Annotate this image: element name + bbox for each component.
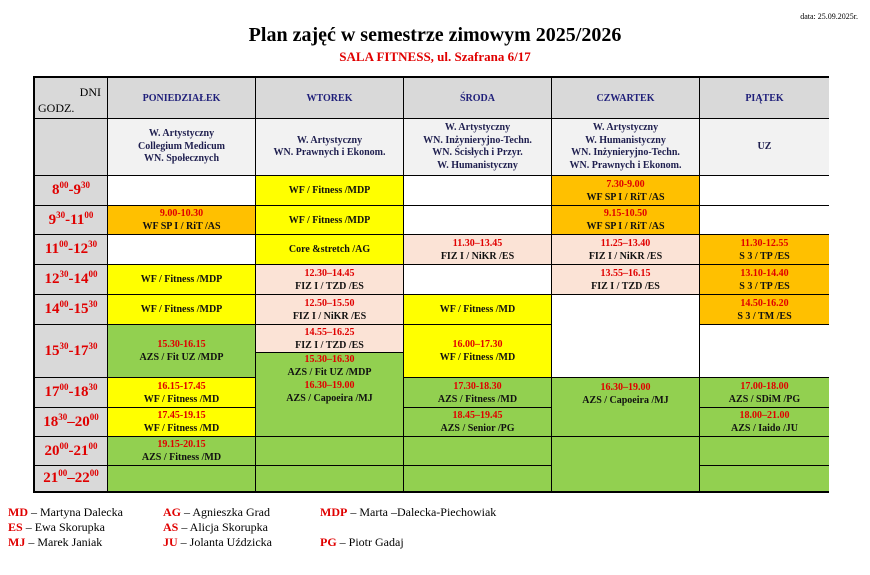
text: AZS / Fitness /MD xyxy=(141,452,222,463)
legend-item xyxy=(8,520,123,535)
text xyxy=(44,299,98,317)
text: 00 xyxy=(59,382,69,392)
text: - xyxy=(68,182,74,198)
class-time: 13.55–16.15 xyxy=(600,267,651,279)
faculties-tuesday xyxy=(256,119,404,176)
class-entry xyxy=(108,437,256,466)
instructor-code: MDP xyxy=(320,505,348,519)
text: 18 xyxy=(43,413,59,430)
class-time: 17.00-18.00 xyxy=(740,380,789,392)
text: 30 xyxy=(58,411,68,422)
text: AZS / Fitness /MD xyxy=(437,393,518,405)
class-entry xyxy=(552,378,700,437)
class-time: 17.30-18.30 xyxy=(453,380,502,392)
days-label: DNI xyxy=(79,85,101,99)
class-entry xyxy=(256,325,404,353)
class-entry xyxy=(256,235,404,265)
text: 00 xyxy=(59,299,69,309)
text: - xyxy=(65,211,71,228)
text: 8 xyxy=(52,182,60,198)
instructor-code: ES xyxy=(8,520,23,534)
text: – Jolanta Uździcka xyxy=(177,535,272,549)
text: 30 xyxy=(88,340,98,351)
legend-item xyxy=(163,520,272,535)
document-date: data: 25.09.2025r. xyxy=(800,12,858,21)
faculty: W. Humanistyczny xyxy=(585,134,666,146)
class-time: 19.15-20.15 xyxy=(157,439,206,450)
text: 30 xyxy=(88,299,98,309)
empty-slot xyxy=(256,466,404,491)
hours-label: GODZ. xyxy=(38,101,75,115)
empty-slot xyxy=(108,176,256,206)
empty-slot xyxy=(700,466,829,491)
time-slot xyxy=(35,466,108,491)
text: WF / Fitness /MD xyxy=(143,423,220,434)
empty-slot xyxy=(404,206,552,235)
class-time: 12.50–15.50 xyxy=(304,297,355,309)
text: - xyxy=(68,442,74,459)
text: 12 xyxy=(73,241,89,257)
text: - xyxy=(68,271,74,287)
empty-slot xyxy=(256,437,404,466)
time-slot xyxy=(35,437,108,466)
text: – Marek Janiak xyxy=(25,535,103,549)
empty-slot xyxy=(700,437,829,466)
class-time: 16.30–19.00 xyxy=(600,382,651,393)
empty-slot xyxy=(404,466,552,491)
instructor-code: AS xyxy=(163,520,179,534)
text: 00 xyxy=(89,468,99,478)
text: 14 xyxy=(44,301,60,317)
faculties-monday xyxy=(108,119,256,176)
text: 17 xyxy=(44,384,60,400)
text: 30 xyxy=(88,382,98,392)
text: AZS / Capoeira /MJ xyxy=(286,393,373,404)
time-slot xyxy=(35,265,108,295)
faculty: W. Humanistyczny xyxy=(437,159,518,171)
instructor-code: MJ xyxy=(8,535,26,549)
text: 00 xyxy=(59,239,69,249)
instructor-code: MD xyxy=(8,505,28,519)
class-entry xyxy=(256,295,404,325)
text: S 3 / TM /ES xyxy=(737,310,792,322)
time-slot xyxy=(35,325,108,378)
text: - xyxy=(68,301,74,317)
class-entry xyxy=(108,295,256,325)
time-slot xyxy=(35,235,108,265)
day-header-wednesday: ŚRODA xyxy=(404,78,552,119)
text: WF / Fitness /MDP xyxy=(140,274,223,285)
class-time: 16.30–19.00 xyxy=(304,380,355,391)
text: AZS / SDiM /PG xyxy=(728,393,801,405)
faculty: WN. Prawnych i Ekonom. xyxy=(273,147,386,158)
empty-slot xyxy=(700,325,829,378)
text: S 3 / TP /ES xyxy=(739,250,790,262)
instructor-code: AG xyxy=(163,505,181,519)
empty-slot xyxy=(700,176,829,206)
text xyxy=(44,382,98,400)
class-entry xyxy=(256,206,404,235)
text: 00 xyxy=(58,468,68,478)
text: S 3 / TP /ES xyxy=(739,280,790,292)
instructor-code: PG xyxy=(320,535,337,549)
faculty: UZ xyxy=(757,140,772,152)
legend-item xyxy=(8,505,123,520)
faculty: W. Artystyczny xyxy=(296,134,363,146)
text xyxy=(43,468,99,486)
empty-slot xyxy=(552,437,700,491)
class-entry xyxy=(552,176,700,206)
class-entry xyxy=(404,295,552,325)
faculty: W. Artystyczny xyxy=(592,122,659,133)
text: 18 xyxy=(73,384,89,400)
text: AZS / Fit UZ /MDP xyxy=(139,352,224,363)
time-slot xyxy=(35,176,108,206)
class-entry xyxy=(108,378,256,408)
class-entry xyxy=(404,408,552,437)
text xyxy=(48,209,94,228)
time-slot xyxy=(35,206,108,235)
faculties-thursday xyxy=(552,119,700,176)
class-time: 9.00-10.30 xyxy=(159,208,204,219)
instructor-legend-col-2 xyxy=(163,505,272,550)
class-time: 11.25–13.40 xyxy=(600,237,651,249)
empty-slot xyxy=(108,466,256,491)
faculty: W. Artystyczny xyxy=(148,128,215,140)
class-time: 16.00–17.30 xyxy=(452,339,503,350)
text: WF / Fitness /MDP xyxy=(288,214,371,226)
class-time: 12.30–14.45 xyxy=(304,267,355,279)
text: 30 xyxy=(88,239,98,249)
text: AZS / Senior /PG xyxy=(440,423,515,434)
text: 30 xyxy=(59,269,69,279)
text: Core &stretch /AG xyxy=(288,244,371,255)
class-entry xyxy=(700,408,829,437)
text: 22 xyxy=(74,470,90,486)
class-time: 15.30-16.15 xyxy=(157,339,206,350)
text: 21 xyxy=(43,470,59,486)
text: 00 xyxy=(59,180,69,190)
day-header-friday: PIĄTEK xyxy=(700,78,829,119)
instructor-code: JU xyxy=(163,535,178,549)
text: - xyxy=(68,342,74,359)
class-time: 15.30–16.30 xyxy=(304,354,355,365)
text xyxy=(44,239,98,257)
class-entry xyxy=(552,265,700,295)
text: AZS / Iaido /JU xyxy=(731,423,798,434)
text: FIZ I / NiKR /ES xyxy=(440,250,515,262)
text: 11 xyxy=(44,241,60,257)
text: 15 xyxy=(44,342,60,359)
text: 30 xyxy=(81,180,90,190)
legend-item xyxy=(8,535,123,550)
text: FIZ I / TZD /ES xyxy=(295,280,364,292)
text: WF / Fitness /MD xyxy=(439,304,516,315)
text: FIZ I / TZD /ES xyxy=(591,280,660,292)
faculty: WN. Prawnych i Ekonom. xyxy=(569,159,682,171)
time-slot xyxy=(35,295,108,325)
class-entry xyxy=(700,265,829,295)
class-entry xyxy=(108,206,256,235)
text: WF / Fitness /MD xyxy=(439,352,516,363)
empty-slot xyxy=(552,295,700,378)
faculty: W. Artystyczny xyxy=(444,122,511,133)
text: – Piotr Gadaj xyxy=(336,535,404,549)
class-entry-group xyxy=(256,353,404,437)
faculties-friday xyxy=(700,119,829,176)
empty-slot xyxy=(404,176,552,206)
text: WF / Fitness /MDP xyxy=(140,304,223,315)
page-subtitle: SALA FITNESS, ul. Szafrana 6/17 xyxy=(339,49,531,64)
text xyxy=(44,340,98,359)
class-time: 18.00–21.00 xyxy=(739,410,790,421)
text: FIZ I / TZD /ES xyxy=(295,339,364,351)
text: – Martyna Dalecka xyxy=(28,505,123,519)
text: 12 xyxy=(44,271,60,287)
text: 14 xyxy=(73,271,89,287)
class-entry xyxy=(404,378,552,408)
class-time: 14.50-16.20 xyxy=(740,297,789,309)
text: – Agnieszka Grad xyxy=(181,505,270,519)
faculty: Collegium Medicum xyxy=(138,140,225,152)
text: – xyxy=(67,470,75,486)
text: - xyxy=(68,241,74,257)
text: – Ewa Skorupka xyxy=(22,520,106,534)
text: 21 xyxy=(73,442,89,459)
faculty: WN. Społecznych xyxy=(144,153,219,165)
class-entry xyxy=(552,235,700,265)
class-entry xyxy=(552,206,700,235)
class-time: 14.55–16.25 xyxy=(304,326,355,338)
text: - xyxy=(68,384,74,400)
class-time: 9.15-10.50 xyxy=(603,208,648,219)
text: 20 xyxy=(44,442,60,459)
instructor-legend-col-1 xyxy=(8,505,123,550)
text: 9 xyxy=(48,211,57,228)
text: 00 xyxy=(88,440,98,451)
text: – Marta –Dalecka-Piechowiak xyxy=(347,505,497,519)
class-entry xyxy=(700,235,829,265)
faculty: WN. Ścisłych i Przyr. xyxy=(432,147,523,158)
empty-slot xyxy=(108,235,256,265)
class-time: 11.30–13.45 xyxy=(452,237,503,249)
class-time: 16.15-17.45 xyxy=(157,380,206,392)
legend-spacer xyxy=(320,520,496,535)
class-entry xyxy=(256,176,404,206)
class-time: 7.30-9.00 xyxy=(606,178,645,190)
text: – xyxy=(67,413,75,430)
class-entry xyxy=(700,378,829,408)
text: WF / Fitness /MDP xyxy=(288,185,371,196)
text: 00 xyxy=(59,440,69,451)
text xyxy=(52,180,90,198)
text: WF SP I / RiT /AS xyxy=(142,221,221,232)
text: 30 xyxy=(56,209,66,220)
day-header-thursday: CZWARTEK xyxy=(552,78,700,119)
faculty: WN. Inżynieryjno-Techn. xyxy=(423,134,532,146)
text: 00 xyxy=(84,209,94,220)
text: 9 xyxy=(73,182,81,198)
class-entry xyxy=(108,325,256,378)
faculty-row-label xyxy=(35,119,108,176)
day-header-tuesday: WTOREK xyxy=(256,78,404,119)
text: WF / Fitness /MD xyxy=(143,393,220,405)
text: FIZ I / NiKR /ES xyxy=(292,310,367,322)
text: 15 xyxy=(73,301,89,317)
day-header-monday: PONIEDZIAŁEK xyxy=(108,78,256,119)
class-entry xyxy=(108,408,256,437)
page-title: Plan zajęć w semestrze zimowym 2025/2026 xyxy=(248,24,622,46)
legend-item xyxy=(163,535,272,550)
text: WF SP I / RiT /AS xyxy=(586,221,665,232)
schedule-table xyxy=(33,76,829,493)
text: WF SP I / RiT /AS xyxy=(586,191,665,203)
instructor-legend-col-3 xyxy=(320,505,496,550)
text: AZS / Capoeira /MJ xyxy=(582,395,669,406)
text: 00 xyxy=(88,269,98,279)
text: 11 xyxy=(70,211,85,228)
class-entry xyxy=(108,265,256,295)
text: FIZ I / NiKR /ES xyxy=(588,250,663,262)
text: 20 xyxy=(74,413,90,430)
text xyxy=(44,440,98,459)
class-time: 13.10-14.40 xyxy=(740,267,789,279)
legend-item xyxy=(320,505,496,520)
text xyxy=(43,411,99,430)
text: 30 xyxy=(59,340,69,351)
class-entry xyxy=(256,265,404,295)
legend-item xyxy=(320,535,496,550)
legend-item xyxy=(163,505,272,520)
class-entry xyxy=(404,325,552,378)
faculties-wednesday xyxy=(404,119,552,176)
empty-slot xyxy=(404,265,552,295)
text: AZS / Fit UZ /MDP xyxy=(287,367,372,378)
class-time: 17.45-19.15 xyxy=(157,410,206,421)
text xyxy=(44,269,98,287)
empty-slot xyxy=(700,206,829,235)
class-entry xyxy=(700,295,829,325)
text: 17 xyxy=(73,342,89,359)
class-time: 18.45–19.45 xyxy=(452,410,503,421)
text: 00 xyxy=(89,411,99,422)
class-time: 11.30-12.55 xyxy=(740,237,789,249)
class-entry xyxy=(404,235,552,265)
text: – Alicja Skorupka xyxy=(178,520,268,534)
faculty: WN. Inżynieryjno-Techn. xyxy=(571,147,680,158)
time-slot xyxy=(35,408,108,437)
time-slot xyxy=(35,378,108,408)
empty-slot xyxy=(404,437,552,466)
corner-header xyxy=(35,78,108,119)
